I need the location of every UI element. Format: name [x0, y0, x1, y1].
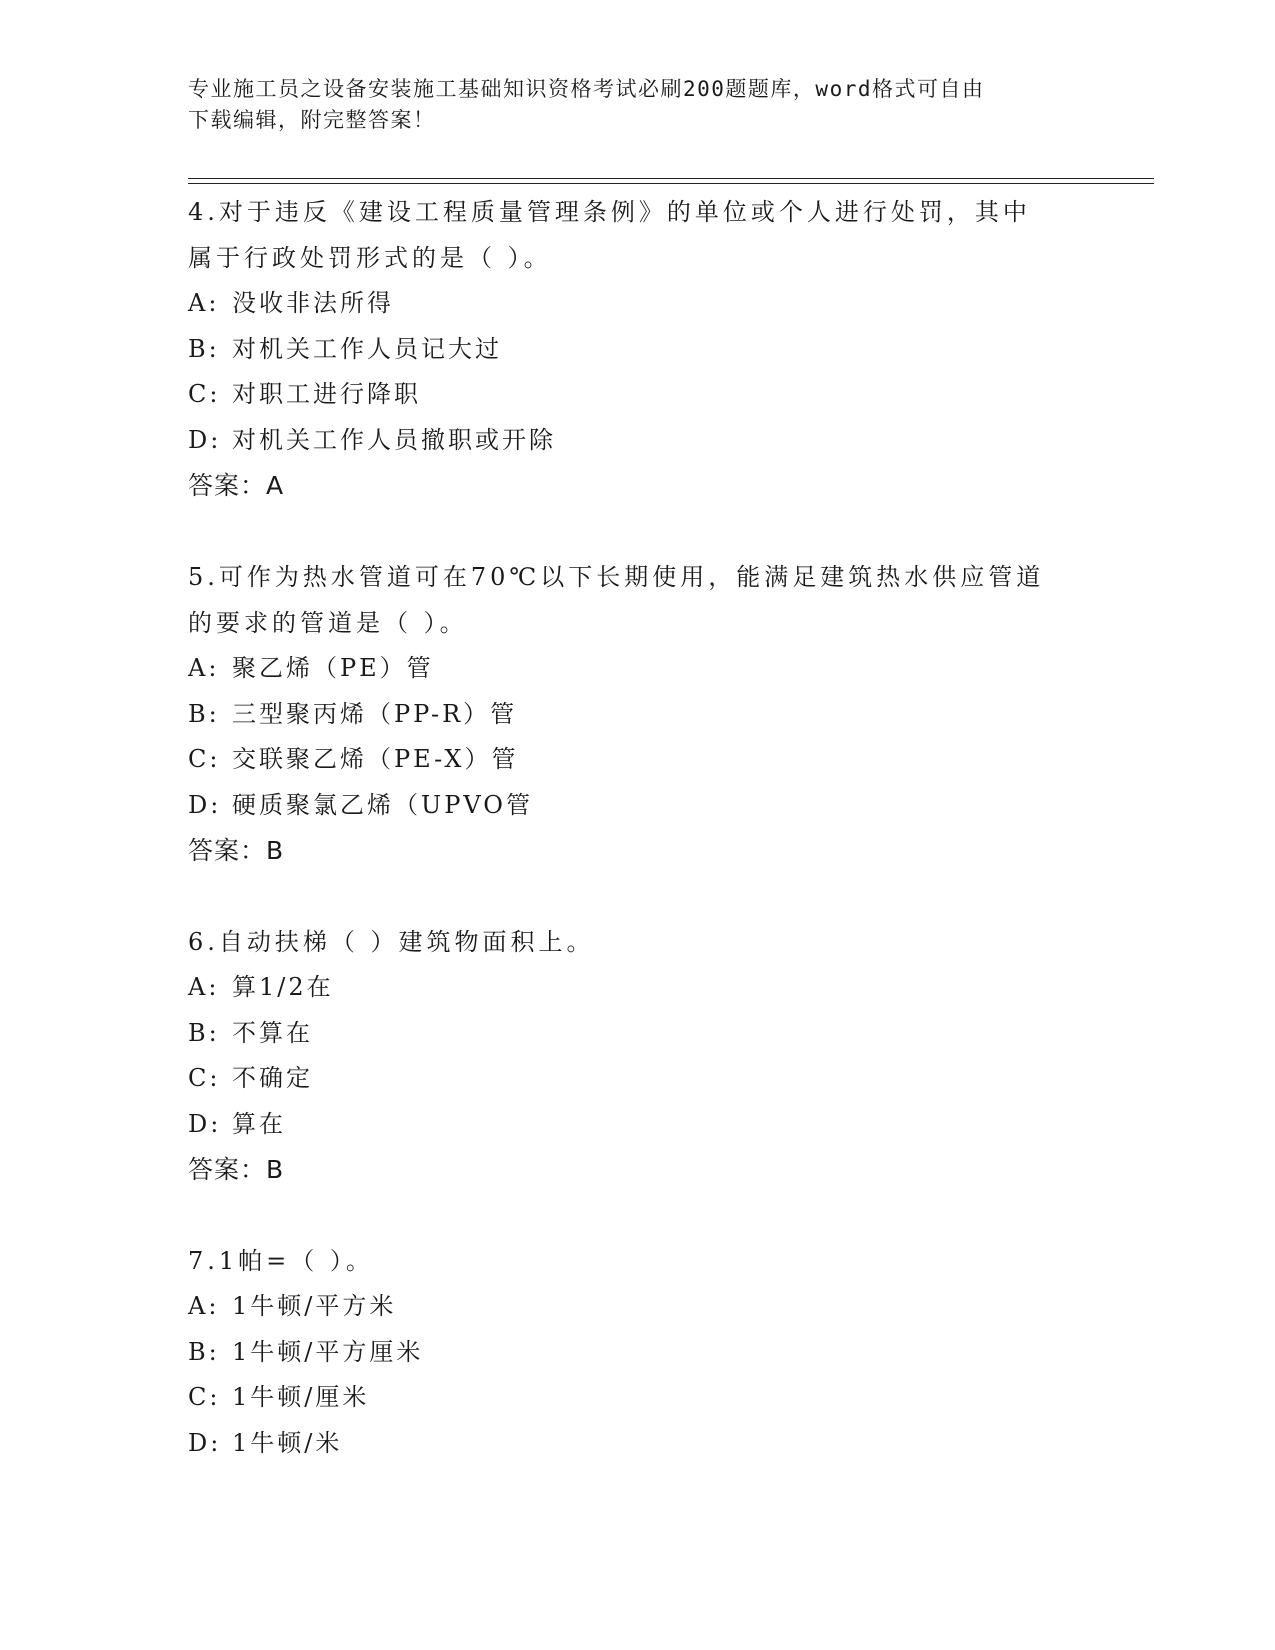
- option-letter: A:: [188, 654, 220, 682]
- option-letter: C:: [188, 745, 221, 773]
- option-d: [188, 783, 1068, 829]
- option-text: 对机关工作人员记大过: [232, 334, 502, 363]
- question-list: [188, 189, 1068, 1511]
- option-letter: D:: [188, 425, 222, 454]
- option-letter: D:: [188, 1428, 222, 1457]
- question-stem-line-1: 6.自动扶梯（ ）建筑物面积上。: [188, 928, 595, 956]
- option-c: [188, 737, 1068, 783]
- header-title-line-2: 下载编辑，附完整答案！: [188, 108, 436, 132]
- option-text: 1牛顿/平方厘米: [232, 1337, 424, 1366]
- option-text: 算在: [232, 1109, 286, 1138]
- question-5: [188, 554, 1068, 874]
- option-c: [188, 1056, 1068, 1102]
- option-letter: A:: [188, 289, 220, 317]
- option-letter: B:: [188, 334, 220, 363]
- option-text: 1牛顿/厘米: [232, 1383, 370, 1411]
- option-text: 聚乙烯（PE）管: [232, 654, 434, 682]
- option-letter: D:: [188, 790, 222, 819]
- option-d: [188, 1421, 1068, 1467]
- option-c: [188, 372, 1068, 418]
- option-text: 算1/2在: [232, 973, 334, 1001]
- option-text: 不算在: [232, 1018, 313, 1047]
- option-letter: D:: [188, 1109, 222, 1138]
- option-b: [188, 327, 1068, 373]
- option-d: [188, 418, 1068, 464]
- option-a: [188, 965, 1068, 1011]
- question-stem-line-1: 5.可作为热水管道可在70℃以下长期使用，能满足建筑热水供应管道: [188, 563, 1045, 591]
- question-stem-line-1: 7.1帕=（ ）。: [188, 1247, 374, 1275]
- option-text: 1牛顿/米: [232, 1428, 343, 1457]
- document-header: [188, 74, 1068, 136]
- option-text: 不确定: [232, 1064, 313, 1092]
- question-7: [188, 1238, 1068, 1466]
- option-text: 对机关工作人员撤职或开除: [232, 425, 556, 454]
- option-letter: B:: [188, 699, 220, 728]
- option-letter: C:: [188, 380, 221, 408]
- option-c: [188, 1375, 1068, 1421]
- question-6: [188, 919, 1068, 1193]
- option-text: 1牛顿/平方米: [232, 1292, 397, 1320]
- option-b: [188, 692, 1068, 738]
- option-text: 三型聚丙烯（PP-R）管: [232, 699, 518, 728]
- question-4: [188, 189, 1068, 509]
- option-letter: B:: [188, 1337, 220, 1366]
- question-stem-line-2: 属于行政处罚形式的是（ ）。: [188, 244, 552, 272]
- option-letter: B:: [188, 1018, 220, 1047]
- option-text: 硬质聚氯乙烯（UPVO管: [232, 790, 533, 819]
- question-stem-line-1: 4.对于违反《建设工程质量管理条例》的单位或个人进行处罚，其中: [188, 198, 1031, 226]
- answer-line: 答案：A: [188, 471, 285, 500]
- question-stem-line-2: 的要求的管道是（ ）。: [188, 609, 468, 637]
- option-b: [188, 1330, 1068, 1376]
- option-letter: C:: [188, 1383, 221, 1411]
- option-letter: A:: [188, 973, 220, 1001]
- option-text: 对职工进行降职: [232, 380, 421, 408]
- answer-line: 答案：B: [188, 836, 285, 865]
- option-a: [188, 1284, 1068, 1330]
- option-a: [188, 646, 1068, 692]
- option-text: 没收非法所得: [232, 289, 394, 317]
- option-text: 交联聚乙烯（PE-X）管: [232, 745, 519, 773]
- header-title-line-1: 专业施工员之设备安装施工基础知识资格考试必刷200题题库，word格式可自由: [188, 77, 985, 101]
- option-letter: A:: [188, 1292, 220, 1320]
- answer-line: 答案：B: [188, 1155, 285, 1184]
- option-a: [188, 281, 1068, 327]
- option-b: [188, 1011, 1068, 1057]
- option-letter: C:: [188, 1064, 221, 1092]
- header-double-rule: [188, 178, 1154, 184]
- option-d: [188, 1102, 1068, 1148]
